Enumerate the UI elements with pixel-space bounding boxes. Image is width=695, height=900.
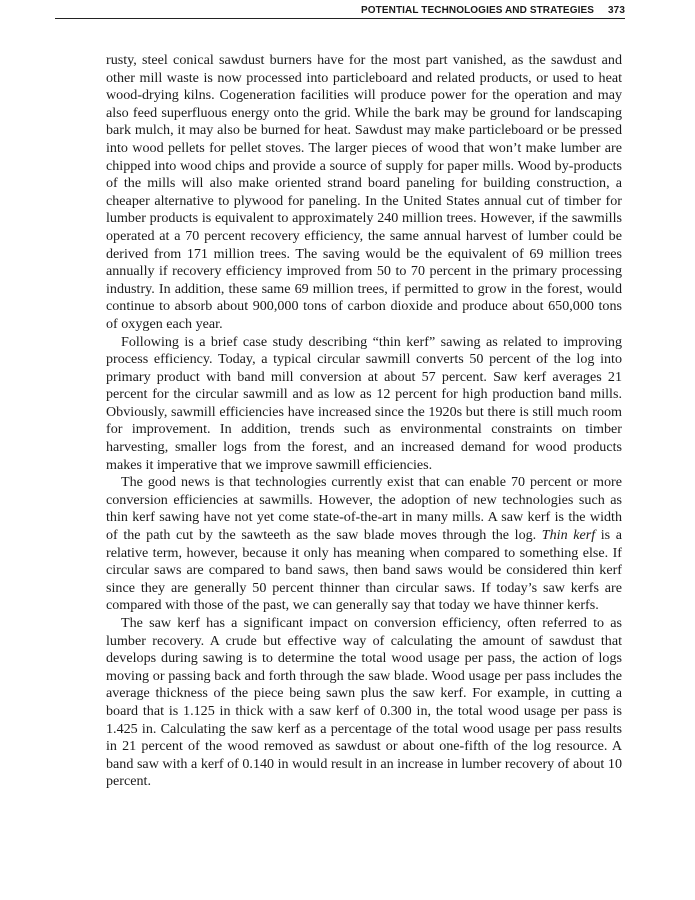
paragraph-4: The saw kerf has a significant impact on conversion efficiency, often referred to as lumber recovery. A crude but effective way of calculating the amount of sawdust that develops during sawing is to determine the total wood usage per pass, the action of logs moving or passing back and forth through the saw blade. Wood usage per pass includes the average thickness of the piece being sawn plus the saw kerf. For example, in cutting a board that is 1.125 in thick with a saw kerf of 0.300 in, the total wood usage per pass is 1.425 in. Calculating the saw kerf as a percentage of the total wood usage per pass results in 21 percent of the wood removed as sawdust or about one-fifth of the log resource. A band saw with a kerf of 0.140 in would result in an increase in lumber recovery of about 10 percent.: [106, 615, 622, 790]
body-text: [106, 52, 622, 791]
term-thin-kerf: Thin kerf: [541, 527, 596, 544]
paragraph-3-text-b: is a relative term, however, because it only has meaning when compared to something else. If circular saws are compared to band saws, then band saws would be considered thin kerf since they are generally 50 percent thinner than circular saws. If today’s saw kerfs are compared with those of the past, we can generally say that today we have thinner kerfs.: [106, 527, 622, 614]
paragraph-3: [106, 474, 622, 615]
paragraph-3-text-a: The good news is that technologies currently exist that can enable 70 percent or more conversion efficiencies at sawmills. However, the adoption of new technologies such as thin kerf sawing have not yet come state-of-the-art in many mills. A saw kerf is the width of the path cut by the sawteeth as the saw blade moves through the log.: [106, 474, 622, 544]
section-title: POTENTIAL TECHNOLOGIES AND STRATEGIES: [361, 5, 594, 16]
paragraph-1: rusty, steel conical sawdust burners have for the most part vanished, as the sawdust and other mill waste is now processed into particleboard and related products, or used to heat wood-drying kilns. Cogeneration facilities will produce power for the operation and may also feed superfluous energy onto the grid. While the bark may be ground for landscaping bark mulch, it may also be burned for heat. Sawdust may make particleboard or be pressed into wood pellets for pellet stoves. The larger pieces of wood that won’t make lumber are chipped into wood chips and provide a source of supply for paper mills. Wood by-products of the mills will also make oriented strand board paneling for building construction, a cheaper alternative to plywood for paneling. In the United States annual cut of timber for lumber products is equivalent to approximately 240 million trees. However, if the sawmills operated at a 70 percent recovery efficiency, the same annual harvest of lumber could be derived from 171 million trees. The saving would be the equivalent of 69 million trees annually if recovery efficiency improved from 50 to 70 percent in the primary processing industry. In addition, these same 69 million trees, if permitted to grow in the forest, would continue to absorb about 900,000 tons of carbon dioxide and produce about 650,000 tons of oxygen each year.: [106, 52, 622, 332]
running-header: [55, 4, 625, 19]
paragraph-2: Following is a brief case study describing “thin kerf” sawing as related to improving process efficiency. Today, a typical circular sawmill converts 50 percent of the log into primary product with band mill conversion at about 57 percent. Saw kerf averages 21 percent for the circular sawmill and as low as 12 percent for high production band mills. Obviously, sawmill efficiencies have increased since the 1920s but there is still much room for improvement. In addition, trends such as environmental constraints on timber harvesting, smaller logs from the forest, and an increased demand for wood products makes it imperative that we improve sawmill efficiencies.: [106, 333, 622, 473]
page-number: 373: [608, 5, 625, 16]
